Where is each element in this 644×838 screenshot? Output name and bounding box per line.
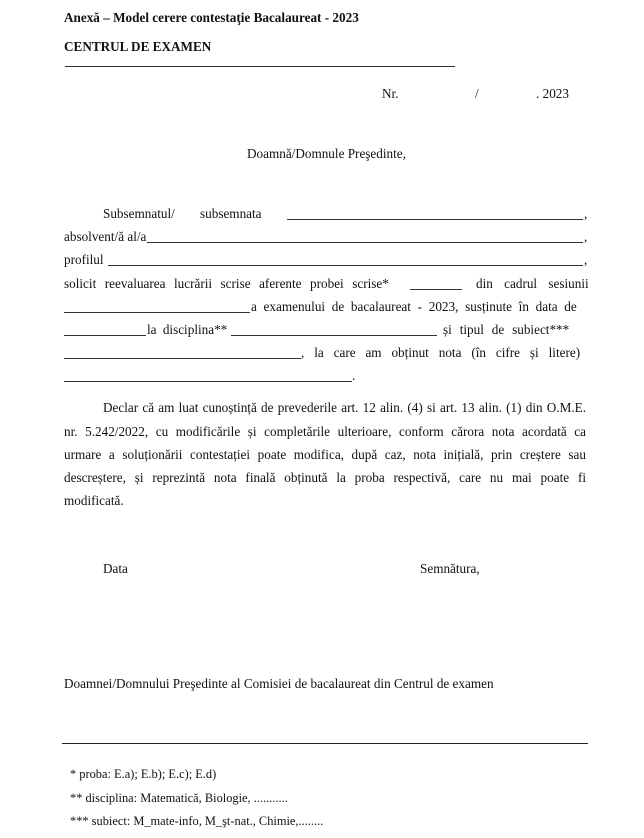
subject-type-field[interactable] bbox=[64, 358, 301, 359]
number-separator: / bbox=[475, 86, 479, 101]
signature-label: Semnătura, bbox=[420, 561, 480, 576]
request-text: solicit reevaluarea lucrării scrise aferente probei scrise* bbox=[64, 276, 389, 291]
subject-type-label: și tipul de subiect*** bbox=[443, 322, 570, 337]
number-year: . 2023 bbox=[536, 86, 569, 101]
exam-center-label: CENTRUL DE EXAMEN bbox=[64, 39, 212, 54]
grade-text: , la care am obținut nota (în cifre și litere) bbox=[301, 345, 581, 360]
exam-center-field[interactable] bbox=[65, 66, 455, 67]
exam-test-field[interactable] bbox=[410, 289, 462, 290]
number-label: Nr. bbox=[382, 86, 399, 101]
footnote-discipline: ** disciplina: Matematică, Biologie, ........... bbox=[70, 791, 288, 805]
footnote-exam-test: * proba: E.a); E.b); E.c); E.d) bbox=[70, 767, 217, 781]
profile-field[interactable] bbox=[108, 265, 583, 266]
line3-comma: , bbox=[584, 252, 588, 267]
discipline-label: la disciplina** bbox=[147, 322, 228, 337]
session-text: din cadrul sesiunii bbox=[476, 276, 589, 291]
footnote-divider bbox=[62, 743, 588, 744]
line8-period: . bbox=[352, 368, 356, 383]
profile-label: profilul bbox=[64, 252, 104, 267]
line2-comma: , bbox=[584, 229, 588, 244]
undersigned-label-m: Subsemnatul/ bbox=[103, 206, 175, 221]
declaration-line-2: nr. 5.242/2022, cu modificările și completările ulterioare, conform cărora nota acordată ca bbox=[64, 424, 586, 439]
date-label: Data bbox=[103, 561, 128, 576]
declaration-line-5: modificată. bbox=[64, 493, 124, 508]
number-field[interactable] bbox=[404, 99, 474, 100]
addressee: Doamnei/Domnului Preşedinte al Comisiei de bacalaureat din Centrul de examen bbox=[64, 676, 494, 691]
salutation: Doamnă/Domnule Preşedinte, bbox=[247, 146, 406, 161]
school-field[interactable] bbox=[147, 242, 583, 243]
name-field[interactable] bbox=[287, 219, 583, 220]
declaration-line-1: Declar că am luat cunoștință de prevederile art. 12 alin. (4) si art. 13 alin. (1) din O.M.E. bbox=[103, 400, 586, 415]
number-date-field[interactable] bbox=[484, 99, 534, 100]
graduate-label: absolvent/ă al/a bbox=[64, 229, 147, 244]
session-field[interactable] bbox=[64, 312, 250, 313]
annex-title: Anexă – Model cerere contestaţie Bacalaureat - 2023 bbox=[64, 10, 359, 25]
grade-field[interactable] bbox=[64, 381, 352, 382]
footnote-subject: *** subiect: M_mate-info, M_şt-nat., Chimie,........ bbox=[70, 814, 324, 828]
discipline-field[interactable] bbox=[231, 335, 437, 336]
exam-date-field[interactable] bbox=[64, 335, 146, 336]
declaration-line-4: descreștere, și reprezintă nota finală obținută la proba respectivă, care nu mai poate fi bbox=[64, 470, 586, 485]
line1-comma: , bbox=[584, 206, 588, 221]
undersigned-label-f: subsemnata bbox=[200, 206, 262, 221]
exam-date-text: a examenului de bacalaureat - 2023, susținute în data de bbox=[251, 299, 577, 314]
declaration-line-3: urmare a soluționării contestației poate modifica, după caz, nota inițială, prin creștere sau bbox=[64, 447, 586, 462]
